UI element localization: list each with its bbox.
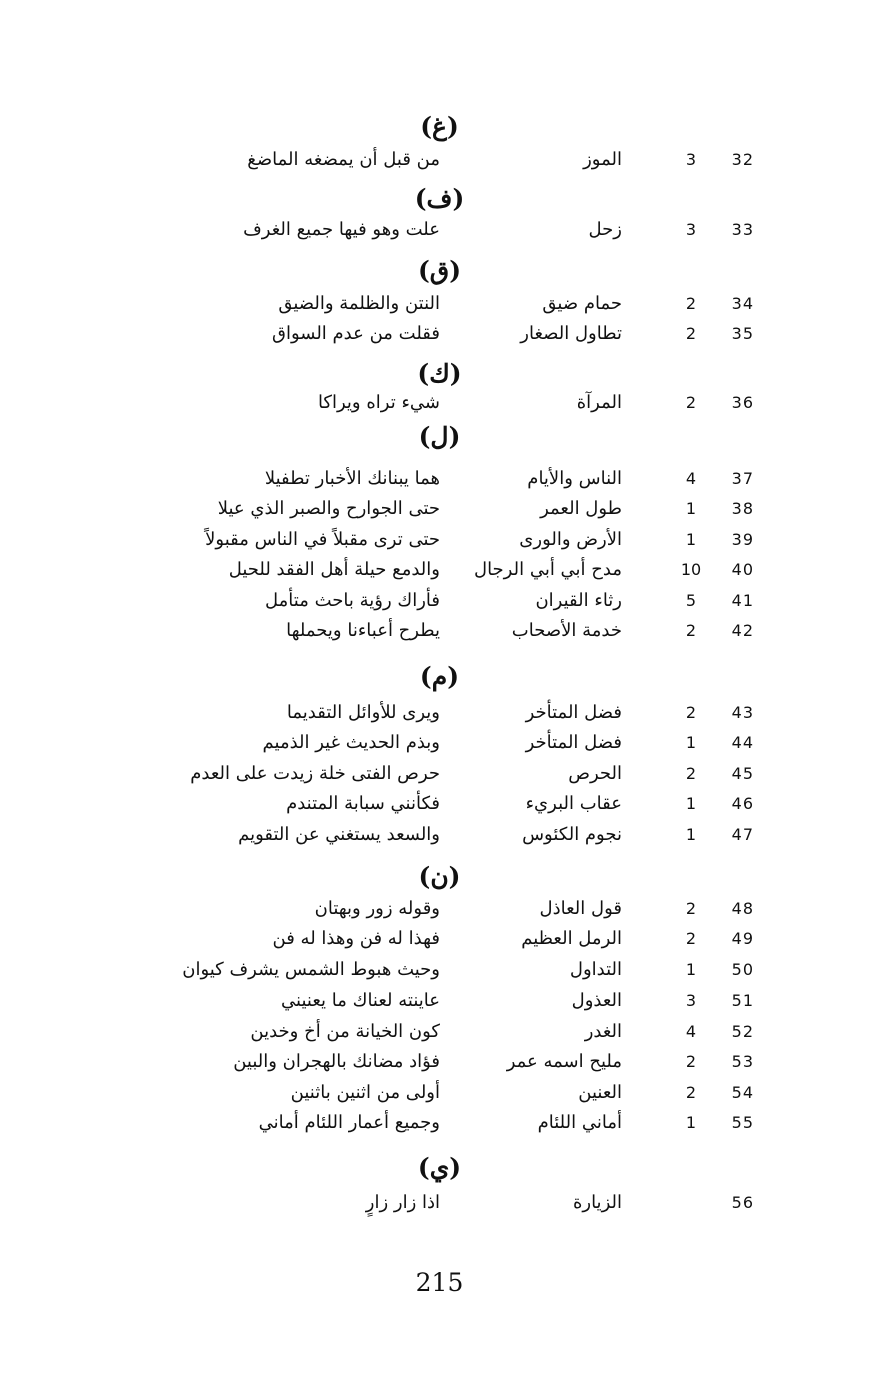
entry-number: 46	[731, 794, 754, 813]
entry-number: 44	[731, 733, 754, 752]
poem-verse: شيء تراه ويراكا	[317, 392, 440, 413]
table-row	[0, 555, 879, 585]
section-letter: (ي)	[417, 1153, 462, 1182]
verse-count: 5	[685, 591, 697, 610]
verse-count: 1	[685, 794, 697, 813]
table-row	[0, 525, 879, 555]
poem-title: الناس والأيام	[527, 468, 622, 489]
poem-title: زحل	[588, 219, 622, 240]
table-row	[0, 289, 879, 319]
section-letter: (غ)	[420, 112, 459, 141]
verse-count: 2	[685, 899, 697, 918]
poem-title: قول العاذل	[539, 898, 622, 919]
verse-count: 2	[685, 294, 697, 313]
poem-verse: ويرى للأوائل التقديما	[286, 702, 440, 723]
poem-title: الموز	[583, 149, 622, 170]
poem-verse: النتن والظلمة والضيق	[278, 293, 440, 314]
poem-title: العذول	[571, 990, 622, 1011]
entry-number: 32	[731, 150, 754, 169]
poem-verse: فكأنني سبابة المتندم	[286, 793, 440, 814]
section-letter: (ك)	[417, 359, 462, 388]
section-letter: (ف)	[414, 184, 465, 213]
entry-number: 52	[731, 1022, 754, 1041]
poem-title: أماني اللئام	[537, 1112, 622, 1133]
verse-count: 2	[685, 764, 697, 783]
verse-count: 3	[685, 150, 697, 169]
poem-verse: وجميع أعمار اللئام أماني	[258, 1112, 440, 1133]
verse-count: 1	[685, 530, 697, 549]
table-row	[0, 759, 879, 789]
poem-verse: حتى ترى مقبلاً في الناس مقبولاً	[205, 529, 440, 550]
entry-number: 45	[731, 764, 754, 783]
entry-number: 53	[731, 1052, 754, 1071]
poem-title: خدمة الأصحاب	[511, 620, 622, 641]
entry-number: 33	[731, 220, 754, 239]
poem-title: التداول	[569, 959, 622, 980]
section-letter: (ن)	[418, 862, 461, 891]
verse-count: 4	[685, 1022, 697, 1041]
table-row	[0, 1017, 879, 1047]
poem-verse: فهذا له فن وهذا له فن	[272, 928, 440, 949]
poem-verse: والدمع حيلة أهل الفقد للحيل	[228, 559, 440, 580]
poem-title: نجوم الكئوس	[522, 824, 622, 845]
table-row	[0, 494, 879, 524]
entry-number: 56	[731, 1193, 754, 1212]
entry-number: 36	[731, 393, 754, 412]
table-row	[0, 894, 879, 924]
poem-title: مليح اسمه عمر	[506, 1051, 622, 1072]
poem-title: المرآة	[576, 392, 622, 413]
poem-title: مدح أبي أبي الرجال	[473, 559, 622, 580]
poem-verse: فأراك رؤية باحث متأمل	[265, 590, 440, 611]
poem-verse: يطرح أعباءنا ويحملها	[286, 620, 440, 641]
table-row	[0, 145, 879, 175]
poem-title: العنين	[578, 1082, 622, 1103]
poem-verse: اذا زار زارٍ	[365, 1192, 440, 1213]
poem-title: فضل المتأخر	[525, 732, 622, 753]
poem-verse: فقلت من عدم السواق	[272, 323, 440, 344]
verse-count: 2	[685, 929, 697, 948]
table-row	[0, 319, 879, 349]
entry-number: 38	[731, 499, 754, 518]
table-row	[0, 388, 879, 418]
table-row	[0, 789, 879, 819]
entry-number: 50	[731, 960, 754, 979]
verse-count: 1	[685, 1113, 697, 1132]
poem-title: الحرص	[568, 763, 622, 784]
entry-number: 41	[731, 591, 754, 610]
table-row	[0, 728, 879, 758]
entry-number: 47	[731, 825, 754, 844]
table-row	[0, 464, 879, 494]
poem-title: الغدر	[584, 1021, 622, 1042]
table-row	[0, 1188, 879, 1218]
poem-title: الرمل العظيم	[521, 928, 622, 949]
table-row	[0, 820, 879, 850]
poem-title: عقاب البريء	[525, 793, 622, 814]
table-row	[0, 1047, 879, 1077]
table-row	[0, 924, 879, 954]
poem-verse: عاينته لعناك ما يعنيني	[281, 990, 440, 1011]
verse-count: 2	[685, 324, 697, 343]
entry-number: 48	[731, 899, 754, 918]
poem-title: تطاول الصغار	[520, 323, 622, 344]
poem-verse: علت وهو فيها جميع الغرف	[243, 219, 440, 240]
poem-title: الأرض والورى	[519, 529, 622, 550]
table-row	[0, 616, 879, 646]
verse-count: 4	[685, 469, 697, 488]
verse-count: 2	[685, 621, 697, 640]
verse-count: 3	[685, 220, 697, 239]
verse-count: 2	[685, 393, 697, 412]
poem-verse: والسعد يستغني عن التقويم	[238, 824, 440, 845]
table-row	[0, 986, 879, 1016]
poem-verse: وبذم الحديث غير الذميم	[262, 732, 440, 753]
verse-count: 1	[685, 733, 697, 752]
table-row	[0, 1108, 879, 1138]
verse-count: 2	[685, 1052, 697, 1071]
entry-number: 42	[731, 621, 754, 640]
table-row	[0, 215, 879, 245]
section-letter: (م)	[419, 662, 460, 691]
verse-count: 2	[685, 1083, 697, 1102]
table-row	[0, 698, 879, 728]
verse-count: 10	[680, 560, 702, 579]
verse-count: 1	[685, 499, 697, 518]
poem-verse: كون الخيانة من أخ وخدين	[250, 1021, 440, 1042]
poem-verse: وحيث هبوط الشمس يشرف كيوان	[182, 959, 440, 980]
poem-verse: فؤاد مضانك بالهجران والبين	[233, 1051, 440, 1072]
entry-number: 35	[731, 324, 754, 343]
poem-title: الزيارة	[572, 1192, 622, 1213]
poem-verse: حرص الفتى خلة زيدت على العدم	[190, 763, 440, 784]
entry-number: 39	[731, 530, 754, 549]
table-row	[0, 955, 879, 985]
poem-verse: هما يبنانك الأخبار تطفيلا	[264, 468, 440, 489]
entry-number: 34	[731, 294, 754, 313]
poem-verse: أولى من اثنين باثنين	[290, 1082, 440, 1103]
page-number: 215	[415, 1268, 464, 1297]
verse-count: 3	[685, 991, 697, 1010]
entry-number: 37	[731, 469, 754, 488]
poem-verse: حتى الجوارح والصبر الذي عيلا	[217, 498, 440, 519]
entry-number: 55	[731, 1113, 754, 1132]
section-letter: (ل)	[418, 422, 461, 451]
verse-count: 1	[685, 960, 697, 979]
entry-number: 40	[731, 560, 754, 579]
poem-title: طول العمر	[540, 498, 622, 519]
poem-title: حمام ضيق	[542, 293, 622, 314]
poem-title: رثاء القيران	[535, 590, 622, 611]
section-letter: (ق)	[417, 256, 462, 285]
table-row	[0, 586, 879, 616]
poem-title: فضل المتأخر	[525, 702, 622, 723]
poem-verse: وقوله زور وبهتان	[314, 898, 440, 919]
entry-number: 51	[731, 991, 754, 1010]
verse-count: 2	[685, 703, 697, 722]
verse-count: 1	[685, 825, 697, 844]
table-row	[0, 1078, 879, 1108]
entry-number: 49	[731, 929, 754, 948]
entry-number: 43	[731, 703, 754, 722]
entry-number: 54	[731, 1083, 754, 1102]
poem-verse: من قبل أن يمضغه الماضغ	[247, 149, 440, 170]
